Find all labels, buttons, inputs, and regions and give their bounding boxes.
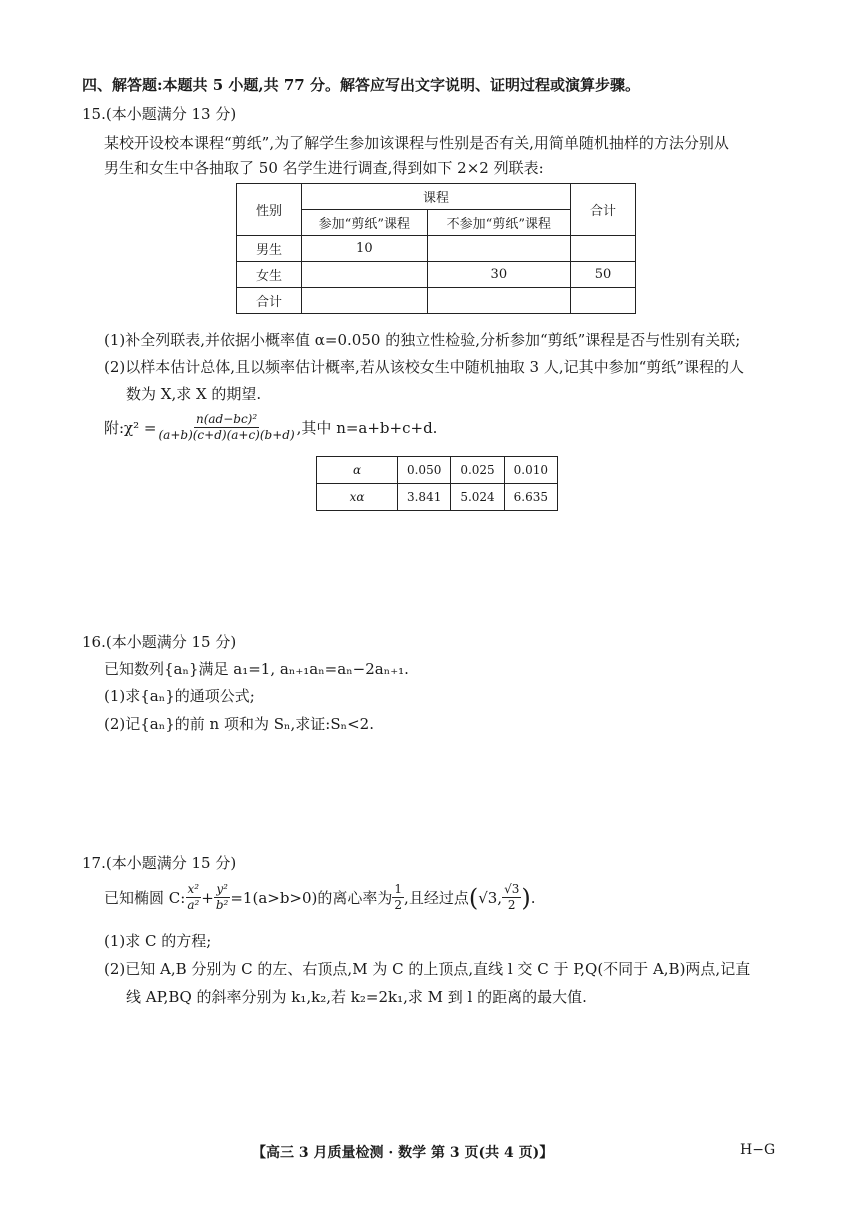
q15-stem-line2: 男生和女生中各抽取了 50 名学生进行调查,得到如下 2×2 列联表: xyxy=(104,159,544,177)
critical-value-table xyxy=(316,456,558,511)
alpha-label: α xyxy=(317,457,398,484)
q15-part2-line2: 数为 X,求 X 的期望. xyxy=(126,385,262,403)
cell-join xyxy=(302,288,428,314)
q17-stem-d: . xyxy=(530,888,536,907)
cell-join: 10 xyxy=(302,236,428,262)
q17-stem: 已知椭圆 C: $\frac{\text{x²}}{\text{a²}}$ + $\frac{\text{y²}}{\text{b²}}$ =1(a>b>0)的离心率为 $\frac{1}{2}$ ,且经过点 ( √3, $\frac{√3}{2}$ ) . xyxy=(104,882,536,912)
x-alpha-label: xα xyxy=(317,484,398,511)
formula-numerator: n(ad−bc)² xyxy=(195,412,258,426)
row-label: 女生 xyxy=(237,262,302,288)
q16-part2: (2)记{aₙ}的前 n 项和为 Sₙ,求证:Sₙ<2. xyxy=(104,715,374,733)
cell-notjoin xyxy=(427,236,570,262)
eccentricity-fraction: $\frac{1}{2}$ xyxy=(394,882,403,912)
table-row xyxy=(237,236,636,262)
formula-suffix: ,其中 n=a+b+c+d. xyxy=(296,419,438,437)
q16-title: 16.(本小题满分 15 分) xyxy=(82,633,237,651)
q15-stem-line1: 某校开设校本课程“剪纸”,为了解学生参加该课程与性别是否有关,用简单随机抽样的方法分别从 xyxy=(104,134,729,152)
table-row xyxy=(237,262,636,288)
header-gender: 性别 xyxy=(237,184,302,236)
ellipse-x-term: $\frac{\text{x²}}{\text{a²}}$ xyxy=(187,882,200,912)
q16-part1: (1)求{aₙ}的通项公式; xyxy=(104,687,255,705)
q17-part1: (1)求 C 的方程; xyxy=(104,932,212,950)
point-y-fraction: $\frac{√3}{2}$ xyxy=(504,882,520,912)
paper-code: H−G xyxy=(740,1142,776,1158)
section-header: 四、解答题:本题共 5 小题,共 77 分。解答应写出文字说明、证明过程或演算步骤。 xyxy=(82,76,640,94)
critical-value: 5.024 xyxy=(451,484,504,511)
formula-denominator: (a+b)(c+d)(a+c)(b+d) xyxy=(158,428,295,442)
table-row xyxy=(317,457,558,484)
row-label: 合计 xyxy=(237,288,302,314)
q15-part2-line1: (2)以样本估计总体,且以频率估计概率,若从该校女生中随机抽取 3 人,记其中参加“剪纸”课程的人 xyxy=(104,358,744,376)
row-label: 男生 xyxy=(237,236,302,262)
alpha-value: 0.025 xyxy=(451,457,504,484)
critical-value: 6.635 xyxy=(504,484,557,511)
cell-notjoin xyxy=(427,288,570,314)
table-row xyxy=(237,288,636,314)
ellipse-y-term: $\frac{\text{y²}}{\text{b²}}$ xyxy=(215,882,229,912)
q17-stem-c: ,且经过点 xyxy=(404,889,469,907)
table-row xyxy=(317,484,558,511)
q15-title: 15.(本小题满分 13 分) xyxy=(82,105,237,123)
q17-part2-line2: 线 AP,BQ 的斜率分别为 k₁,k₂,若 k₂=2k₁,求 M 到 l 的距离的最大值. xyxy=(126,988,587,1006)
chi-square-formula xyxy=(104,412,437,443)
formula-fraction xyxy=(157,412,297,443)
cell-notjoin: 30 xyxy=(427,262,570,288)
q17-title: 17.(本小题满分 15 分) xyxy=(82,854,237,872)
alpha-value: 0.010 xyxy=(504,457,557,484)
header-join: 参加“剪纸”课程 xyxy=(302,210,428,236)
q17-stem-b: =1(a>b>0)的离心率为 xyxy=(230,889,393,907)
header-total: 合计 xyxy=(571,184,636,236)
alpha-value: 0.050 xyxy=(398,457,451,484)
header-course: 课程 xyxy=(302,184,571,210)
q16-stem: 已知数列{aₙ}满足 a₁=1, aₙ₊₁aₙ=aₙ−2aₙ₊₁. xyxy=(104,660,409,678)
q17-stem-a: 已知椭圆 C: xyxy=(104,889,186,907)
formula-prefix: 附:χ² = xyxy=(104,419,157,437)
critical-value: 3.841 xyxy=(398,484,451,511)
header-notjoin: 不参加“剪纸”课程 xyxy=(427,210,570,236)
cell-total xyxy=(571,236,636,262)
contingency-table xyxy=(236,183,636,314)
q17-part2-line1: (2)已知 A,B 分别为 C 的左、右顶点,M 为 C 的上顶点,直线 l 交 C 于 P,Q(不同于 A,B)两点,记直 xyxy=(104,960,751,978)
page-footer: 【高三 3 月质量检测 · 数学 第 3 页(共 4 页)】 xyxy=(252,1145,554,1161)
cell-total: 50 xyxy=(571,262,636,288)
q15-part1: (1)补全列联表,并依据小概率值 α=0.050 的独立性检验,分析参加“剪纸”课程是否与性别有关联; xyxy=(104,331,741,349)
cell-join xyxy=(302,262,428,288)
cell-total xyxy=(571,288,636,314)
